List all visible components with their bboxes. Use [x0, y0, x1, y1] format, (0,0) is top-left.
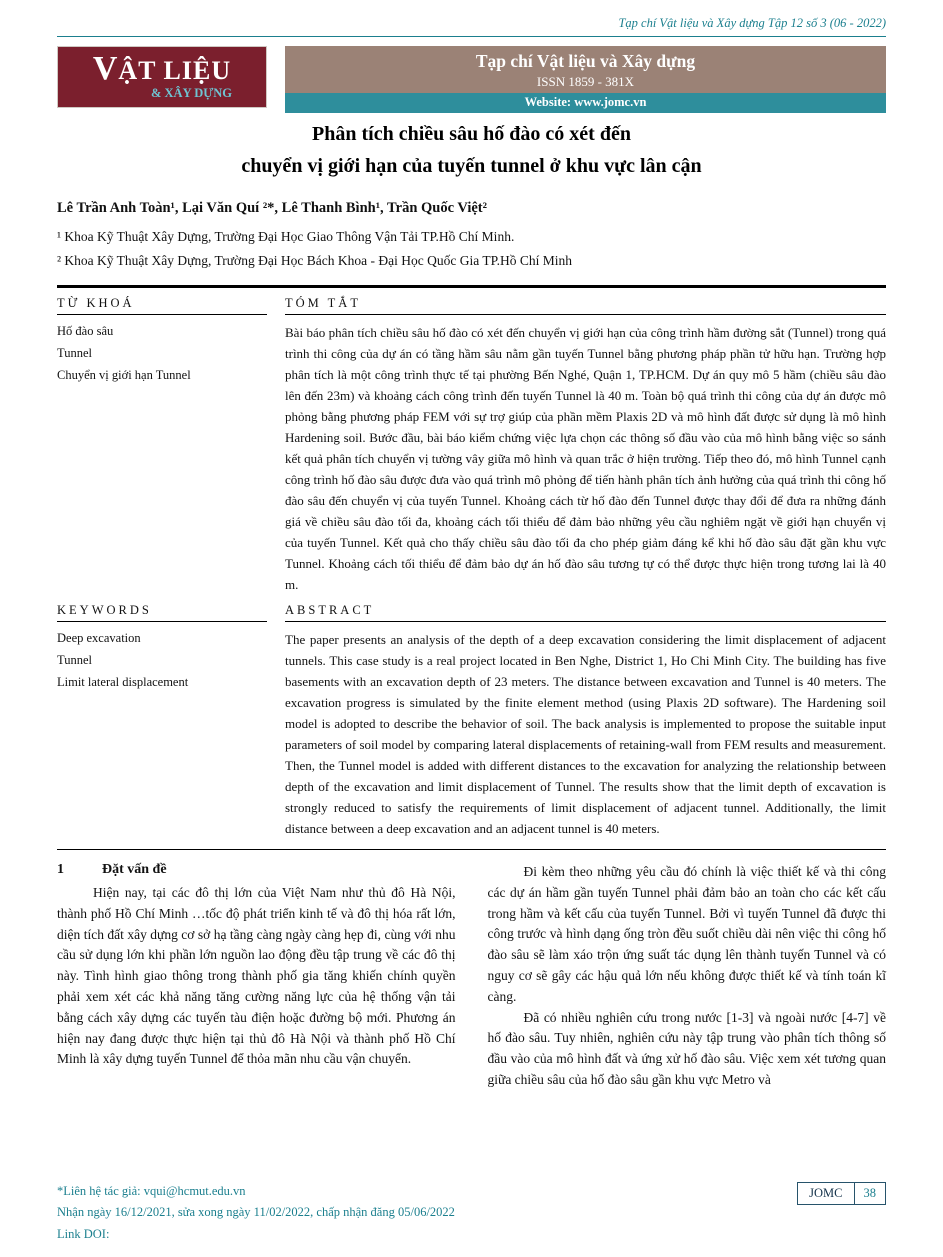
keywords-vi-block [57, 296, 267, 595]
contact-label: *Liên hệ tác giả: [57, 1183, 144, 1198]
abstract-en-text: The paper presents an analysis of the depth of a deep excavation considering the limit displacement of adjacent tunnels. This case study is a real project located in Ben Nghe, District 1, Ho Chi Minh City. The building has five basements with an excavation depth of 23 meters. The distance between excavation and Tunnel is 40 meters. The excavation progress is simulated by the finite element method (using Plaxis 2D software). The Hardening soil model is adopted to describe the behavior of soil. The back analysis is implemented to propose the suitable input parameters of soil model by comparing lateral displacements of retaining-wall from FEM results and measurement. Then, the Tunnel model is added with different distances to the excavation for analyzing the relationship between depth of the excavation and limit displacement of Tunnel. The results show that the limit depth of excavation is strongly reduced to satisfy the requirements of limit displacement of adjacent tunnel. Additionally, the limit distance between a deep excavation and an adjacent tunnel is 40 meters. [285, 632, 886, 836]
page-number: 38 [863, 1185, 876, 1200]
section-title: Đặt vấn đề [102, 862, 167, 877]
authors-line: Lê Trần Anh Toàn¹, Lại Văn Quí ²*, Lê Thanh Bình¹, Trần Quốc Việt² [57, 200, 487, 216]
dates-line: Nhận ngày 16/12/2021, sửa xong ngày 11/02/2022, chấp nhận đăng 05/06/2022 [57, 1205, 455, 1219]
keyword-item: Tunnel [57, 346, 92, 361]
section-heading [57, 862, 456, 878]
keyword-item: Limit lateral displacement [57, 675, 189, 690]
contact-email-link[interactable]: vqui@hcmut.edu.vn [143, 1183, 246, 1198]
keywords-en-block [57, 603, 267, 839]
affiliation-1: ¹ Khoa Kỹ Thuật Xây Dựng, Trường Đại Học Giao Thông Vận Tải TP.Hồ Chí Minh. [57, 229, 515, 244]
body-column-right [488, 862, 887, 1091]
banner-issn: ISSN 1859 - 381X [536, 74, 635, 89]
logo-subtitle: & XÂY DỰNG [150, 86, 232, 100]
teal-divider [57, 36, 886, 37]
article-title-line2: chuyển vị giới hạn của tuyến tunnel ở khu vực lân cận [241, 155, 702, 177]
body-column-left [57, 862, 456, 1091]
section-number: 1 [57, 862, 64, 877]
keyword-item: Hố đào sâu [57, 324, 114, 338]
article-title-line1: Phân tích chiều sâu hố đào có xét đến [312, 123, 631, 145]
keyword-item: Deep excavation [57, 631, 141, 645]
journal-abbreviation: JOMC [798, 1183, 854, 1204]
affiliation-2: ² Khoa Kỹ Thuật Xây Dựng, Trường Đại Học Bách Khoa - Đại Học Quốc Gia TP.Hồ Chí Minh [57, 253, 573, 268]
abstract-en-heading: ABSTRACT [285, 603, 886, 622]
keywords-en-heading: KEYWORDS [57, 603, 267, 622]
affiliations [57, 225, 886, 273]
paragraph: Đã có nhiều nghiên cứu trong nước [1-3] và ngoài nước [4-7] về hố đào sâu. Tuy nhiên, nghiên cứu này tập trung vào phân tích thông số đầu vào của mô hình đất và ứng xử hố đào sâu. Việc xem xét tương quan giữa chiều sâu của hố đào sâu gần khu vực Metro và [487, 1009, 886, 1087]
paragraph: Đi kèm theo những yêu cầu đó chính là việc thiết kế và thi công các dự án hầm gần tuyến Tunnel phải đảm bảo an toàn cho các kết cấu trong hầm và kết cấu của tuyến Tunnel. Bởi vì tuyến Tunnel đã được thi công trước và hình dạng ống tròn đều suốt chiều dài nên việc thi công hố đào sâu sẽ làm xáo trộn ứng suất tác dụng lên thành tuyến Tunnel và có nguy cơ sẽ gây các hậu quả lớn nếu không được thiết kế và tính toán kĩ càng. [487, 864, 886, 1004]
paragraph: Hiện nay, tại các đô thị lớn của Việt Nam như thủ đô Hà Nội, thành phố Hồ Chí Minh …tốc độ phát triển kinh tế và đô thị hóa rất lớn, diện tích đất xây dựng cơ sở hạ tầng càng ngày càng hẹp đi, cùng với nhu cầu sử dụng lớn khi phần lớn nguồn lao động đều tập trung về các đô thị này. Tình hình giao thông trong thành phố gia tăng khiến chính quyền phải xem xét các khả năng tăng cường năng lực của hệ thống vận tải bằng cách xây dựng các tuyến tàu điện hoặc đường bộ mới. Phương án hiện nay đang được thực hiện tại thủ đô Hà Nội và thành phố Hồ Chí Minh là xây dựng tuyến Tunnel để thỏa mãn nhu cầu vận chuyển. [57, 885, 456, 1067]
keyword-item: Tunnel [57, 653, 92, 668]
abstract-vi-heading: TÓM TẮT [285, 296, 886, 315]
logo-title: VẬT LIỆU [92, 50, 232, 87]
keywords-vi-heading: TỪ KHOÁ [57, 296, 267, 315]
keyword-item: Chuyển vị giới hạn Tunnel [57, 368, 191, 383]
article-title [57, 118, 886, 182]
masthead [57, 46, 886, 108]
abstract-vi-text: Bài báo phân tích chiều sâu hố đào có xét đến chuyển vị giới hạn của công trình hầm đường sắt (Tunnel) trong quá trình thi công của dự án có tầng hầm sâu nằm gần tuyến Tunnel bằng phương pháp phần tử hữu hạn. Trường hợp phân tích là một công trình thực tế tại phường Bến Nghé, Quận 1, TP.HCM. Dự án quy mô 5 hầm (chiều sâu đào lên đến 23m) và khoảng cách công trình đến tuyến Tunnel là 40 m. Toàn bộ quá trình thi công của dự án được mô phỏng bằng phương pháp FEM với sự trợ giúp của phần mềm Plaxis 2D và mô hình đất được sử dụng là mô hình Hardening soil. Bước đầu, bài báo kiểm chứng việc lựa chọn các thông số đầu vào của mô hình bằng việc so sánh kết quả phân tích chuyển vị tường vây giữa mô hình và quan trắc ở hiện trường. Tiếp theo đó, mô hình Tunnel cạnh công trình hố đào sâu được đưa vào quá trình mô phỏng để tiến hành phân tích ảnh hưởng của quá trình thi công hố đào sâu đến chuyển vị của tuyến Tunnel. Khoảng cách từ hố đào đến Tunnel được thay đổi để đưa ra những đánh giá về chiều sâu đào tối đa, khoảng cách tối thiểu để đảm bảo những yêu cầu nghiêm ngặt về giới hạn chuyển vị của tuyến Tunnel. Kết quả cho thấy chiều sâu đào tối đa cho phép giảm đáng kể khi hố đào sâu đặt gần khu vực Tunnel. Khoảng cách tối thiểu để đảm bảo dự án hố đào sâu tương tự có thể được thực hiện trong tương lai là 40 m. [285, 325, 886, 592]
doi-line: Link DOI: [57, 1226, 110, 1241]
banner-title: Tạp chí Vật liệu và Xây dựng [475, 51, 696, 71]
page-footer [57, 1177, 886, 1246]
journal-issue-line: Tạp chí Vật liệu và Xây dựng Tập 12 số 3 (06 - 2022) [618, 16, 886, 30]
contact-line [57, 1181, 886, 1203]
article-body [57, 849, 886, 1091]
journal-banner [285, 46, 886, 108]
abstract-en-block [285, 603, 886, 839]
banner-website-link[interactable]: Website: www.jomc.vn [285, 93, 886, 113]
journal-page-box [797, 1182, 886, 1205]
abstract-vi-block [285, 296, 886, 595]
journal-logo [57, 46, 267, 108]
abstract-section [57, 285, 886, 839]
